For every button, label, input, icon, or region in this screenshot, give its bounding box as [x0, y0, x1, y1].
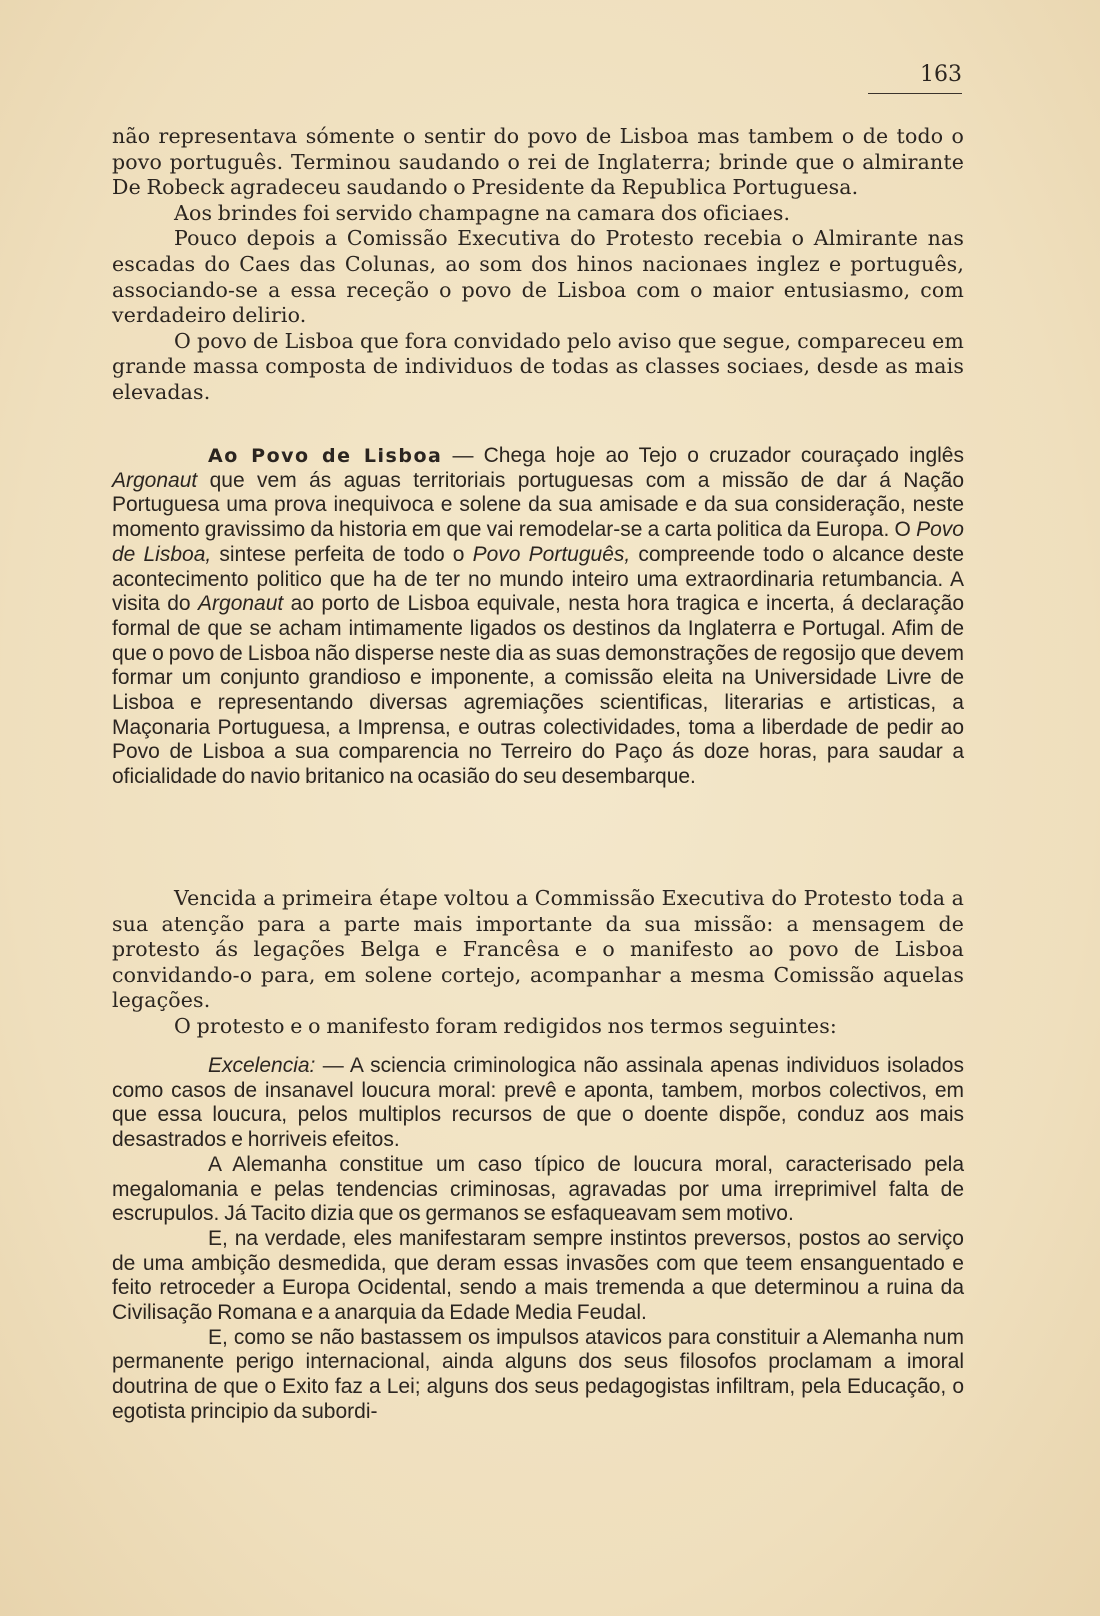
letter-paragraph: Excelencia: — A sciencia criminologica não assinala apenas individuos isolados como casos de insanavel loucura moral: prevê e aponta, tambem, morbos colectivos, em que essa loucura, pelos multiplos recursos de que o doente dispõe, conduz aos mais desastrados e horriveis efeitos. [112, 1054, 964, 1152]
paragraph: O protesto e o manifesto foram redigidos nos termos seguintes: [174, 1013, 837, 1038]
paragraph: Vencida a primeira étape voltou a Commissão Executiva do Protesto toda a sua atenção para a parte mais importante da sua missão: a mensagem de protesto ás legações Belga e Francêsa e o manifesto ao povo de Lisboa convidando-o para, em solene cortejo, acompanhar a mesma Comissão aquelas legações. [112, 886, 964, 1013]
notice-paragraph: Ao Povo de Lisboa — Chega hoje ao Tejo o cruzador couraçado inglês Argonaut que vem ás aguas territoriais portuguesas com a missão de dar á Nação Portuguesa uma prova inequivoca e solene da sua amisade e da sua consideração, neste momento gravissimo da historia em que vai remodelar-se a carta politica da Europa. O Povo de Lisboa, sintese perfeita de todo o Povo Português, compreende todo o alcance deste acontecimento politico que ha de ter no mundo inteiro uma extraordinaria retumbancia. A visita do Argonaut ao porto de Lisboa equivale, nesta hora tragica e incerta, á declaração formal de que se acham intimamente ligados os destinos da Inglaterra e Portugal. Afim de que o povo de Lisboa não disperse neste dia as suas demonstrações de regosijo que devem formar um conjunto grandioso e imponente, a comissão eleita na Universidade Livre de Lisboa e representando diversas agremiações scientificas, literarias e artisticas, a Maçonaria Portuguesa, a Imprensa, e outras colectividades, toma a liberdade de pedir ao Povo de Lisboa a sua comparencia no Terreiro do Paço ás doze horas, para saudar a oficialidade do navio britanico na ocasião do seu desembarque. [112, 444, 965, 789]
paragraph: Pouco depois a Comissão Executiva do Protesto recebia o Almirante nas escadas do Caes das Colunas, ao som dos hinos nacionaes inglez e português, associando-se a essa receção o povo de Lisboa com o maior entusiasmo, com verdadeiro delirio. [112, 226, 964, 328]
paragraph: O povo de Lisboa que fora convidado pelo aviso que segue, compareceu em grande massa composta de individuos de todas as classes sociaes, desde as mais elevadas. [112, 328, 964, 404]
notice-ao-povo-de-lisboa [112, 444, 964, 790]
narrative-section-2 [112, 886, 964, 1040]
paragraph: Aos brindes foi servido champagne na camara dos oficiaes. [174, 200, 791, 225]
page-number: 163 [868, 62, 962, 94]
letter-paragraph: E, na verdade, eles manifestaram sempre instintos preversos, postos ao serviço de uma ambição desmedida, que deram essas invasões com que teem ensanguentado e feito retroceder a Europa Ocidental, sendo a mais tremenda a que determinou a ruina da Civilisação Romana e a anarquia da Edade Media Feudal. [112, 1226, 964, 1325]
letter-paragraph: E, como se não bastassem os impulsos atavicos para constituir a Alemanha num permanente perigo internacional, ainda alguns dos seus filosofos proclamam a imoral doutrina de que o Exito faz a Lei; alguns dos seus pedagogistas infiltram, pela Educação, o egotista principio da subordi- [112, 1325, 964, 1423]
paragraph: não representava sómente o sentir do povo de Lisboa mas tambem o de todo o povo português. Terminou saudando o rei de Inglaterra; brinde que o almirante De Robeck agradeceu saudando o Presidente da Republica Portuguesa. [112, 124, 964, 200]
protest-letter [112, 1054, 964, 1425]
notice-heading: Ao Povo de Lisboa [208, 445, 443, 467]
letter-paragraph: A Alemanha constitue um caso típico de loucura moral, caracterisado pela megalomania e pelas tendencias criminosas, agravadas por uma irreprimivel falta de escrupulos. Já Tacito dizia que os germanos se esfaqueavam sem motivo. [112, 1152, 964, 1226]
letter-salutation: Excelencia: [208, 1054, 316, 1077]
narrative-section-1 [112, 124, 964, 406]
